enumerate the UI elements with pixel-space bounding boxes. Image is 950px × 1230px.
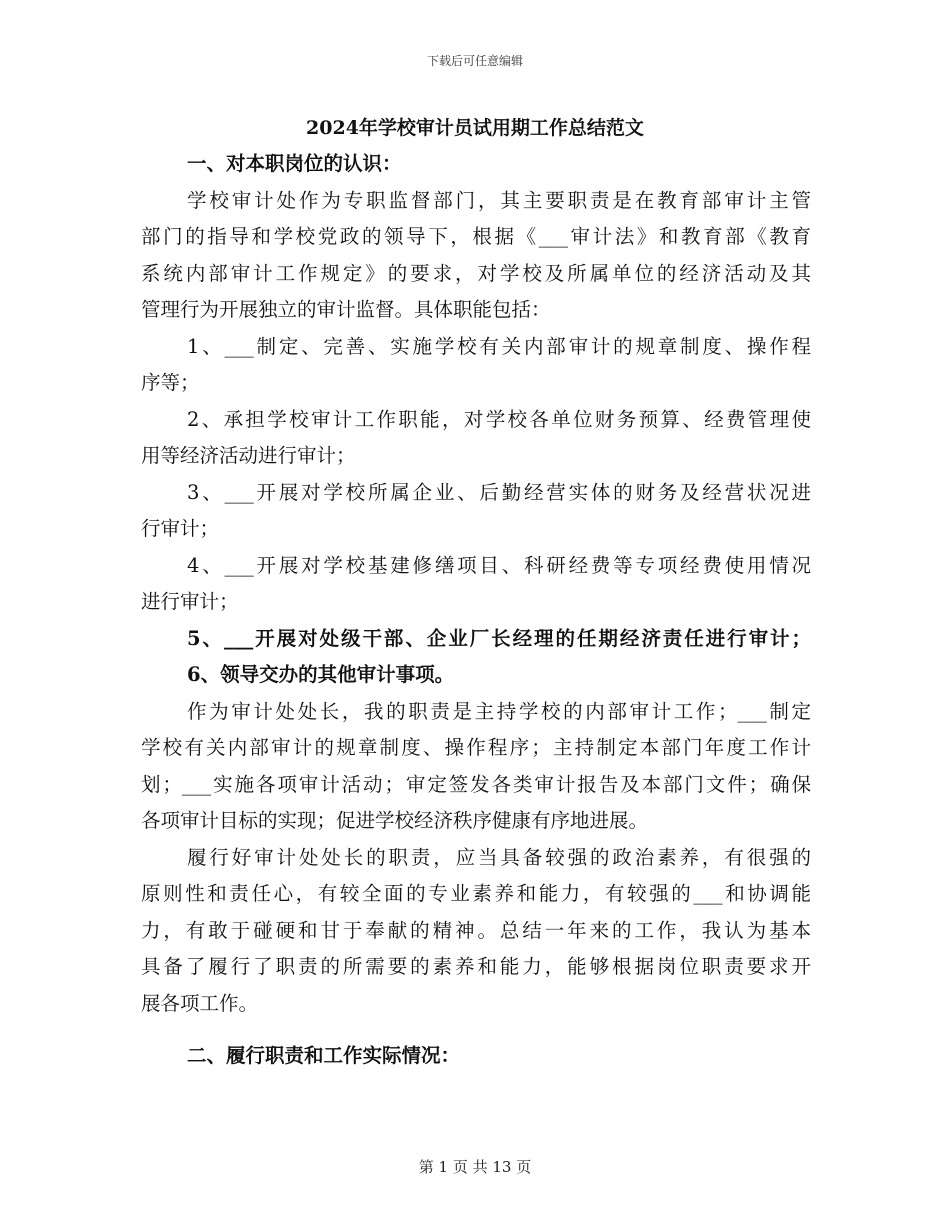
list-item-4-cont: 进行审计； [141, 590, 239, 613]
paragraph-line: 管理行为开展独立的审计监督。具体职能包括： [141, 298, 551, 321]
list-item-2: 2、承担学校审计工作职能，对学校各单位财务预算、经费管理使 [187, 407, 811, 431]
paragraph-line: 划；___实施各项审计活动；审定签发各类审计报告及本部门文件；确保 [141, 772, 811, 796]
paragraph-line: 原则性和责任心，有较全面的专业素养和能力，有较强的___和协调能 [141, 882, 811, 905]
document-title: 2024年学校审计员试用期工作总结范文 [306, 117, 644, 139]
list-item-1-cont: 序等； [141, 371, 200, 394]
list-item-6: 6、领导交办的其他审计事项。 [187, 663, 455, 686]
list-item-5: 5、___开展对处级干部、企业厂长经理的任期经济责任进行审计； [187, 626, 811, 650]
paragraph-line: 展各项工作。 [141, 991, 259, 1015]
paragraph-line: 部门的指导和学校党政的领导下，根据《___审计法》和教育部《教育 [141, 225, 811, 248]
paragraph-line: 学校有关内部审计的规章制度、操作程序；主持制定本部门年度工作计 [141, 736, 811, 759]
document-body [141, 146, 811, 1075]
page-number: 第 1 页 共 13 页 [418, 1158, 532, 1176]
paragraph-line: 作为审计处处长，我的职责是主持学校的内部审计工作；___制定 [187, 699, 811, 723]
paragraph-line: 具备了履行了职责的所需要的素养和能力，能够根据岗位职责要求开 [141, 955, 811, 978]
section2-heading: 二、履行职责和工作实际情况： [187, 1044, 461, 1067]
list-item-4: 4、___开展对学校基建修缮项目、科研经费等专项经费使用情况 [187, 553, 811, 577]
paragraph-line: 系统内部审计工作规定》的要求，对学校及所属单位的经济活动及其 [141, 261, 811, 285]
list-item-2-cont: 用等经济活动进行审计； [141, 444, 356, 467]
section1-heading: 一、对本职岗位的认识： [187, 152, 402, 175]
header-note: 下载后可任意编辑 [426, 54, 523, 68]
spacer [141, 1022, 811, 1038]
paragraph-line: 力，有敢于碰硬和甘于奉献的精神。总结一年来的工作，我认为基本 [141, 918, 811, 942]
paragraph-line: 各项审计目标的实现；促进学校经济秩序健康有序地进展。 [141, 809, 649, 832]
paragraph-line: 学校审计处作为专职监督部门，其主要职责是在教育部审计主管 [187, 188, 811, 212]
paragraph-line: 履行好审计处处长的职责，应当具备较强的政治素养，有很强的 [187, 845, 811, 869]
list-item-3: 3、___开展对学校所属企业、后勤经营实体的财务及经营状况进 [187, 480, 811, 504]
list-item-3-cont: 行审计； [141, 517, 220, 540]
list-item-1: 1、___制定、完善、实施学校有关内部审计的规章制度、操作程 [187, 334, 811, 358]
